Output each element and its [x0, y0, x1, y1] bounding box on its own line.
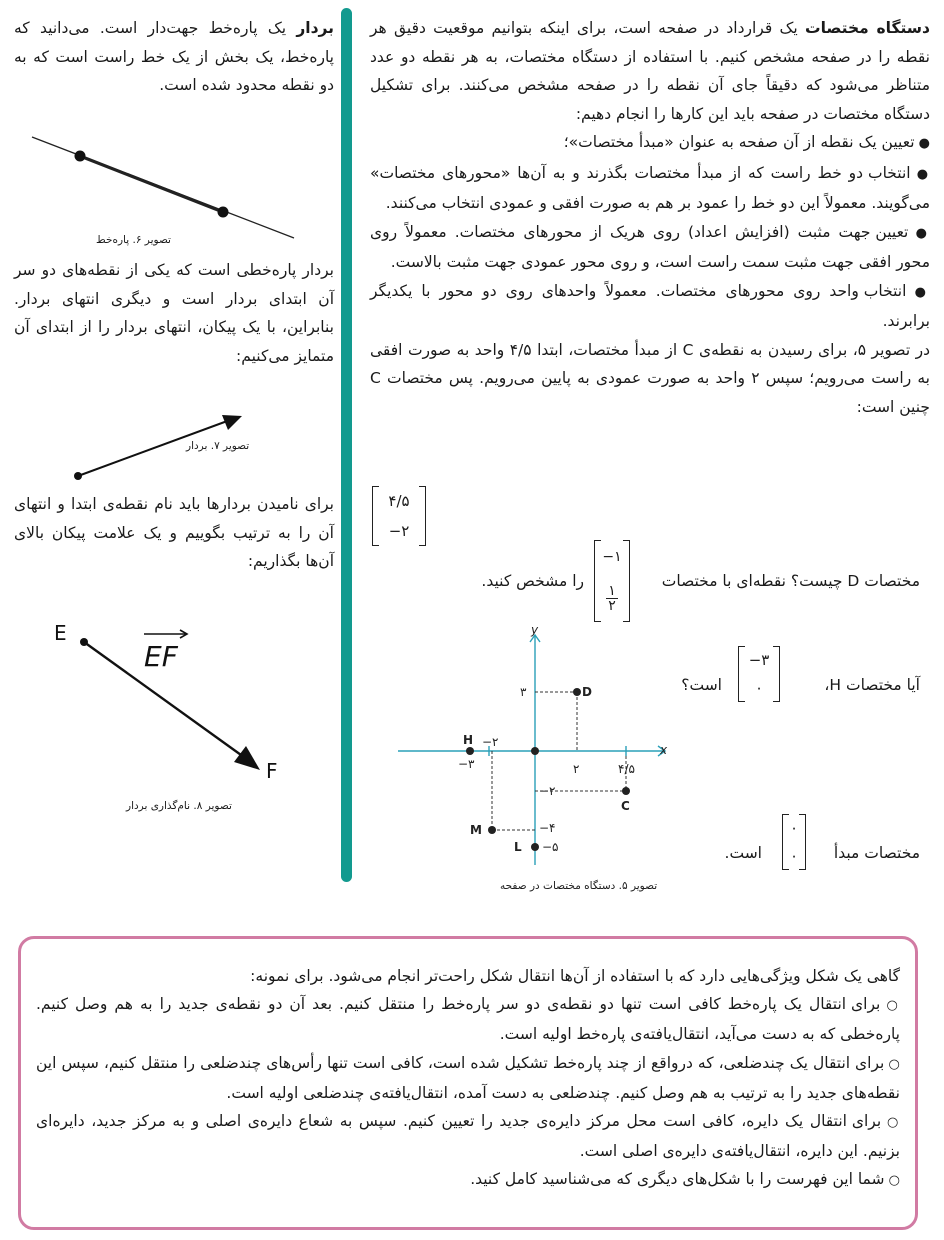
segment-figure: [28, 130, 298, 240]
question-h-before: آیا مختصات H،: [824, 676, 920, 694]
matrix-o-bottom: ۰: [789, 847, 799, 865]
vector-section: [14, 14, 334, 100]
tick-x2: ۲: [573, 762, 580, 776]
bullet-direction: ● تعیین جهت مثبت (افزایش اعداد) روی هریک از محورهای مختصات. معمولاً روی محور افقی جهت مثبت سمت راست است، و روی محور عمودی جهت مثبت بالاست.: [370, 218, 930, 277]
segment-endpoint-b: [218, 207, 229, 218]
vector-naming-figure: [36, 610, 306, 790]
origin-after: است.: [724, 844, 762, 862]
axis-y-label: y: [531, 623, 539, 637]
matrix-h-bottom: ۰: [754, 679, 764, 697]
bullet-origin: ● تعیین یک نقطه از آن صفحه به عنوان «مبدأ مختصات»؛: [370, 128, 930, 159]
tick-xneg3: −۳: [458, 757, 475, 771]
label-f: F: [266, 759, 278, 783]
figure6-caption: تصویر ۶. پاره‌خط: [96, 234, 171, 246]
note-item-segment: ○ برای انتقال یک پاره‌خط کافی است تنها دو نقطه‌ی دو سر پاره‌خط را منتقل کنیم. بعد آن دو نقطه‌ی جدید را به هم وصل کنیم. پاره‌خطی که به دست می‌آید، انتقال‌یافته‌ی پاره‌خط اولیه است.: [36, 990, 900, 1048]
figure7-caption: تصویر ۷. بردار: [186, 440, 250, 452]
matrix-h-top: −۳: [748, 651, 770, 669]
arrow-head-icon: [222, 415, 242, 430]
vector-start-point: [74, 472, 82, 480]
label-e: E: [54, 621, 67, 645]
question-d-before: مختصات D چیست؟ نقطه‌ای با مختصات: [661, 572, 920, 590]
bullet-unit: ● انتخاب واحد روی محورهای مختصات. معمولاً واحدهای روی دو محور با یکدیگر برابرند.: [370, 277, 930, 336]
question-d-after: را مشخص کنید.: [481, 572, 584, 590]
point-c: [622, 787, 630, 795]
vector-definition: بردار پاره‌خطی است که یکی از نقطه‌های دو سر آن ابتدای بردار است و دیگری انتهای بردار. بنابراین، با یک پیکان، انتهای بردار را از ابتدای آن متمایز می‌کنیم:: [14, 261, 334, 365]
point-m: [488, 826, 496, 834]
note-intro: گاهی یک شکل ویژگی‌هایی دارد که با استفاده از آن‌ها انتقال شکل راحت‌تر انجام می‌شود. برای نمونه:: [250, 967, 900, 985]
label-h: H: [463, 733, 474, 747]
vector-term: بردار: [296, 19, 334, 37]
segment-endpoint-a: [75, 151, 86, 162]
segment-line: [80, 156, 223, 212]
label-d: D: [582, 685, 592, 699]
matrix-c: [372, 486, 426, 546]
coordinate-intro: دستگاه مختصات یک قرارداد در صفحه است، برای اینکه بتوانیم موقعیت دقیق هر نقطه را در صفحه مشخص کنیم. با استفاده از دستگاه مختصات، به هر نقطه دو عدد متناظر می‌شود که دقیقاً جای آن نقطه را در صفحه مشخص می‌کنند. برای تشکیل دستگاه مختصات در صفحه باید این کارها را انجام دهیم:: [370, 19, 931, 123]
point-d: [573, 688, 581, 696]
bullet-axes: ● انتخاب دو خط راست که از مبدأ مختصات بگذرند و به آن‌ها «محورهای مختصات» می‌گویند. معمولاً این دو خط را عمود بر هم به صورت افقی و عمودی انتخاب می‌کنند.: [370, 159, 930, 218]
translation-note-text: [36, 962, 900, 1196]
point-h: [466, 747, 474, 755]
matrix-q-fraction: [606, 584, 618, 613]
matrix-origin: [782, 814, 806, 870]
paragraph-point-c: در تصویر ۵، برای رسیدن به نقطه‌ی C از مبدأ مختصات، ابتدا ۴/۵ واحد به صورت افقی به راست می‌رویم؛ سپس ۲ واحد به صورت عمودی به پایین می‌رویم. پس مختصات C چنین است:: [370, 340, 931, 416]
ef-notation: EF: [144, 640, 178, 673]
label-l: L: [514, 840, 522, 854]
vector-naming: برای نامیدن بردارها باید نام نقطه‌ی ابتدا و انتهای آن را به ترتیب بگوییم و یک علامت پیکان بالای آن‌ها بگذاریم:: [14, 495, 334, 570]
label-m: M: [470, 823, 482, 837]
origin-before: مختصات مبدأ: [833, 844, 920, 862]
note-item-circle: ○ برای انتقال یک دایره، کافی است محل مرکز دایره‌ی جدید را تعیین کنیم. سپس به شعاع دایره‌ی اصلی و به مرکز جدید، دایره‌ای بزنیم. این دایره، انتقال‌یافته‌ی دایره‌ی اصلی است.: [36, 1107, 900, 1165]
coordinate-term: دستگاه مختصات: [805, 19, 931, 37]
coordinate-section: [370, 14, 930, 421]
question-h-after: است؟: [681, 676, 722, 694]
matrix-h: [738, 646, 780, 702]
tick-x45: ۴/۵: [618, 762, 635, 776]
tick-y3: ۳: [520, 685, 527, 699]
vector-intro: بردار یک پاره‌خط جهت‌دار است. می‌دانید که پاره‌خط، یک بخش از یک خط راست است که به دو نقطه محدود شده است.: [14, 19, 334, 94]
matrix-q-num: ۱: [608, 582, 616, 599]
point-l: [531, 843, 539, 851]
note-item-polygon: ○ برای انتقال یک چندضلعی، که درواقع از چند پاره‌خط تشکیل شده است، کافی است تنها رأس‌های چندضلعی را منتقل کنیم، سپس این نقطه‌های جدید را به ترتیب به هم وصل کنیم. چندضلعی به دست آمده، انتقال‌یافته‌ی چندضلعی اولیه است.: [36, 1049, 900, 1107]
column-divider: [341, 8, 352, 882]
matrix-o-top: ۰: [789, 819, 799, 837]
label-c: C: [621, 799, 630, 813]
note-item-exercise: ○ شما این فهرست را با شکل‌های دیگری که می‌شناسید کامل کنید.: [36, 1165, 900, 1195]
matrix-q-den: ۲: [608, 597, 616, 614]
tick-yneg5: −۵: [542, 840, 559, 854]
tick-xneg2: −۲: [482, 735, 499, 749]
matrix-question: [594, 540, 630, 622]
matrix-c-top: ۴/۵: [388, 492, 410, 510]
ef-arrow-head-icon: [234, 746, 260, 770]
figure8-caption: تصویر ۸. نام‌گذاری بردار: [126, 800, 232, 812]
origin-point: [531, 747, 539, 755]
coordinate-plane-figure: [390, 620, 680, 880]
tick-yneg2: −۲: [539, 784, 556, 798]
axis-x-label: x: [660, 743, 668, 757]
figure5-caption: تصویر ۵. دستگاه مختصات در صفحه: [500, 880, 658, 892]
matrix-c-bottom: −۲: [388, 522, 410, 540]
tick-yneg4: −۴: [539, 821, 556, 835]
matrix-q-top: −۱: [602, 549, 622, 566]
